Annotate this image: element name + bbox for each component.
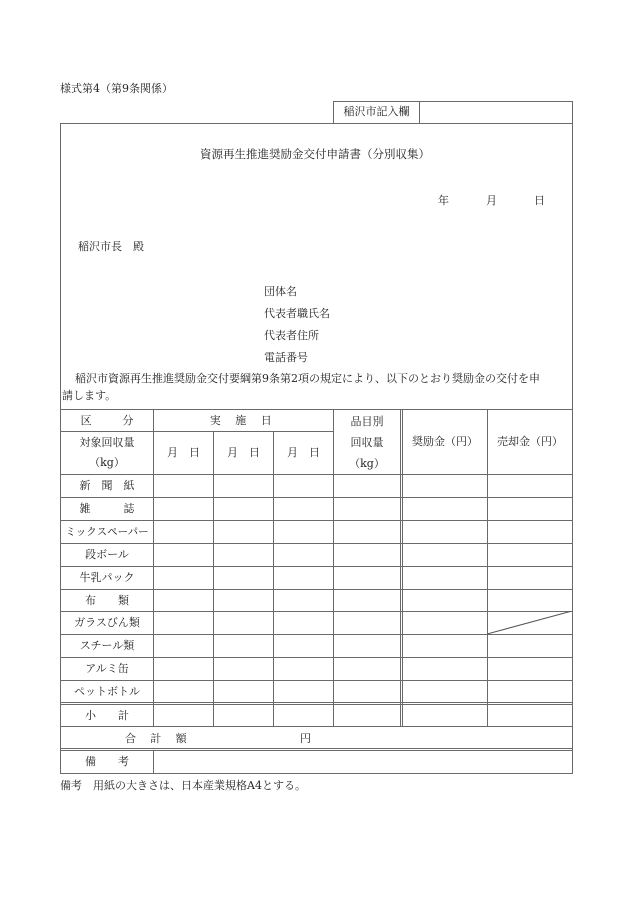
total-amount-field[interactable]	[190, 728, 295, 747]
header-item-line1: 品目別	[350, 414, 384, 428]
header-category-text: 区 分	[80, 413, 144, 427]
date-year: 年	[438, 194, 449, 207]
total-amount-label: 合 計 額	[125, 732, 189, 745]
total-unit: 円	[300, 732, 311, 745]
date-cell-3[interactable]: 月 日	[287, 446, 320, 459]
statement-line-2: 請します。	[62, 389, 117, 402]
remarks-label: 備 考	[85, 755, 129, 768]
group-name-label: 団体名	[264, 285, 297, 298]
header-target-line2: （kg）	[89, 456, 125, 469]
city-entry-field[interactable]	[420, 102, 572, 123]
date-cell-2[interactable]: 月 日	[227, 446, 260, 459]
date-day: 日	[534, 194, 545, 207]
row-mixed-paper: ミックスペーパー	[65, 526, 149, 538]
row-cardboard: 段ボール	[85, 548, 129, 561]
row-aluminum-cans: アルミ缶	[85, 662, 129, 675]
header-incentive: 奨励金（円）	[412, 435, 478, 448]
row-pet-bottles: ペットボトル	[74, 684, 140, 698]
header-item-amount	[334, 410, 400, 474]
row-steel: スチール類	[79, 639, 135, 652]
remarks-field[interactable]	[154, 751, 572, 773]
row-magazines: 雑 誌	[79, 502, 135, 515]
phone-number-label: 電話番号	[264, 351, 308, 364]
form-title: 資源再生推進奨励金交付申請書（分別収集）	[200, 147, 430, 161]
representative-address-label: 代表者住所	[264, 329, 319, 342]
row-cloth: 布 類	[85, 593, 129, 607]
diagonal-strike	[487, 611, 573, 635]
date-cell-1[interactable]: 月 日	[167, 446, 200, 459]
row-newspaper: 新 聞 紙	[79, 479, 135, 492]
row-subtotal: 小 計	[85, 708, 129, 722]
row-glass-bottles: ガラスびん類	[74, 616, 140, 629]
city-entry-label: 稲沢市記入欄	[343, 105, 410, 118]
header-category	[61, 410, 153, 431]
footnote: 備考 用紙の大きさは、日本産業規格A4とする。	[60, 779, 306, 792]
date-month: 月	[486, 194, 497, 207]
row-milk-cartons: 牛乳パック	[79, 571, 135, 584]
header-item-line2: 回収量	[350, 435, 384, 449]
header-target-line1: 対象回収量	[79, 436, 135, 449]
header-target-amount	[61, 432, 153, 474]
addressee: 稲沢市長 殿	[78, 240, 144, 253]
header-sale: 売却金（円）	[497, 435, 563, 448]
header-item-line3: （kg）	[349, 456, 385, 470]
header-implementation-date: 実 施 日	[209, 413, 278, 427]
statement-line-1: 稲沢市資源再生推進奨励金交付要綱第9条第2項の規定により、以下のとおり奨励金の交付を申	[75, 372, 540, 385]
representative-name-label: 代表者職氏名	[264, 307, 330, 320]
form-number: 様式第4（第9条関係）	[60, 82, 173, 95]
